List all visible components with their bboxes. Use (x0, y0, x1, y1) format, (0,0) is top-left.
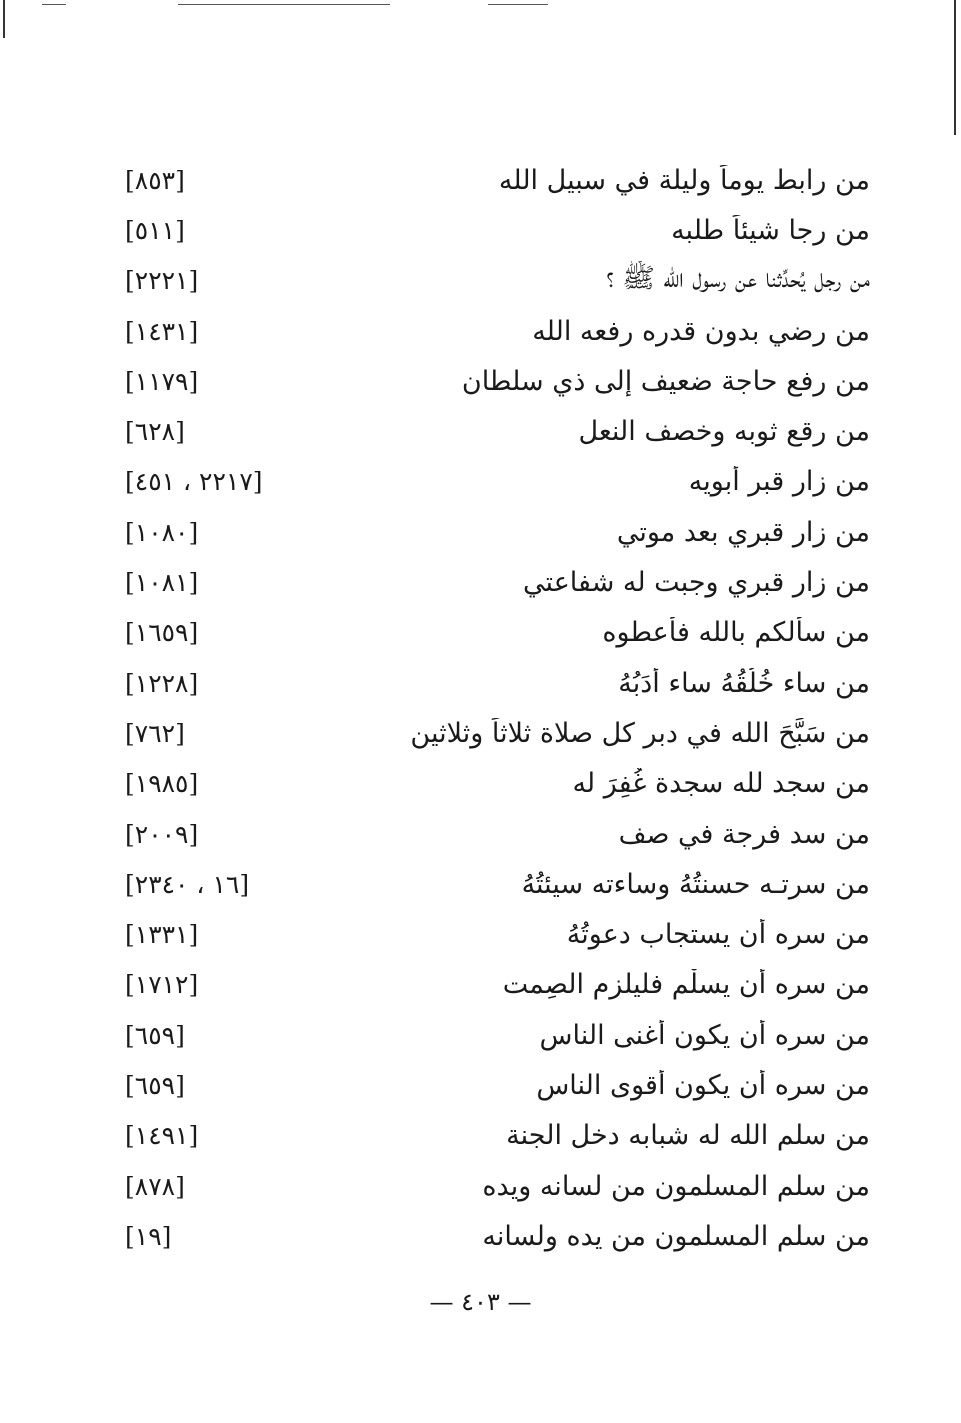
entry-reference: [١٩٨٥] (125, 769, 199, 799)
index-entry (100, 960, 870, 1010)
index-entry (100, 658, 870, 708)
page-number: — ٤٠٣ — (429, 1288, 532, 1316)
index-entry (100, 608, 870, 658)
entry-text: من رجا شيئاً طلبه (671, 214, 870, 246)
entry-reference: [٢٢٢١] (125, 266, 199, 296)
index-entry (100, 1060, 870, 1110)
index-entry (100, 1161, 870, 1211)
entry-reference: [١٤٣١] (125, 316, 199, 346)
entry-text: من سجد لله سجدة غُفِرَ له (572, 768, 870, 800)
entry-reference: [٨٥٣] (125, 165, 185, 195)
entry-text: من سَبَّحَ الله في دبر كل صلاة ثلاثاً وثلاثين (410, 717, 870, 749)
index-entry (100, 1211, 870, 1261)
index-entry (100, 356, 870, 406)
entry-reference: [١٢٢٨] (125, 668, 199, 698)
entry-text: من سره أن يسلْم فليلزم الصِمت (502, 969, 870, 1001)
entry-reference: [١٤٩١] (125, 1121, 199, 1151)
index-entry (100, 809, 870, 859)
entry-text: من سلم المسلمون من يده ولسانه (482, 1220, 870, 1252)
entry-text: من سره أن يستجاب دعوتُهُ (566, 919, 870, 951)
index-entry (100, 557, 870, 607)
entry-reference: [١٩] (125, 1221, 172, 1251)
index-entry (100, 1111, 870, 1161)
top-edge-line-mid (178, 4, 390, 5)
entry-reference: [١٠٨١] (125, 568, 199, 598)
entry-reference: [٢٠٠٩] (125, 819, 199, 849)
index-entry (100, 256, 870, 306)
entry-reference: [١٦٥٩] (125, 618, 199, 648)
left-margin-mark (3, 0, 5, 38)
index-entry (100, 507, 870, 557)
entry-text: من سره أن يكون أغنى الناس (539, 1019, 870, 1051)
right-margin-mark (954, 0, 956, 135)
entry-text: من سألكم بالله فأعطوه (602, 617, 870, 649)
index-entry (100, 909, 870, 959)
entry-reference: [١٦ ، ٢٣٤٠] (125, 869, 250, 899)
entry-reference: [١١٧٩] (125, 366, 199, 396)
index-entry (100, 155, 870, 205)
entry-text: من رابط يوماً وليلة في سبيل الله (498, 164, 870, 196)
entry-reference: [١٧١٢] (125, 970, 199, 1000)
index-entry (100, 759, 870, 809)
index-entry (100, 708, 870, 758)
index-entry (100, 406, 870, 456)
entry-text: من زار قبري بعد موتي (616, 516, 870, 548)
top-edge-line-left (42, 4, 66, 5)
entry-text: من رجل يُحدِّثنا عن رسول الله ﷺ ؟ (606, 262, 870, 294)
top-edge-line-right (488, 4, 548, 5)
entry-text: من سلم الله له شبابه دخل الجنة (506, 1120, 870, 1152)
entry-text: من زار قبري وجبت له شفاعتي (523, 567, 870, 599)
entry-text: من سلم المسلمون من لسانه ويده (482, 1170, 870, 1202)
entry-text: من رفع حاجة ضعيف إلى ذي سلطان (461, 365, 870, 397)
index-entry (100, 1010, 870, 1060)
entry-reference: [١٠٨٠] (125, 517, 199, 547)
entry-reference: [٧٦٢] (125, 718, 185, 748)
entry-reference: [٦٥٩] (125, 1070, 185, 1100)
entry-text: من رضي بدون قدره رفعه الله (532, 315, 870, 347)
entry-reference: [٦٢٨] (125, 417, 185, 447)
entry-text: من رقع ثوبه وخصف النعل (578, 416, 870, 448)
entry-text: من سرتـه حسنتُهُ وساءته سيئتُهُ (521, 868, 870, 900)
entry-reference: [٥١١] (125, 215, 185, 245)
entry-text: من ساء خُلُقُهُ ساء أَدَبُهُ (618, 667, 870, 699)
index-entry (100, 205, 870, 255)
entry-reference: [٦٥٩] (125, 1020, 185, 1050)
entry-reference: [٢٢١٧ ، ٤٥١] (125, 467, 263, 497)
entry-reference: [٨٧٨] (125, 1171, 185, 1201)
index-entry (100, 859, 870, 909)
entry-text: من سد فرجة في صف (618, 818, 870, 850)
entry-text: من زار قبر أبويه (688, 466, 870, 498)
index-entry (100, 306, 870, 356)
entry-reference: [١٣٣١] (125, 920, 199, 950)
entry-text: من سره أن يكون أقوى الناس (536, 1069, 870, 1101)
index-entry (100, 457, 870, 507)
index-list (100, 155, 870, 1262)
